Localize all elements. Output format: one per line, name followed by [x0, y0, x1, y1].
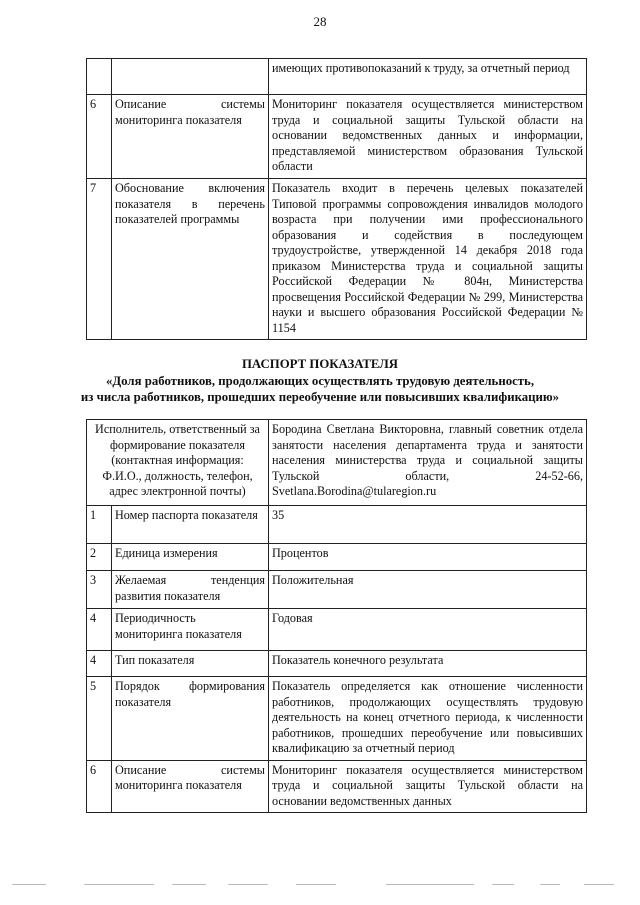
- row-number: 2: [87, 544, 112, 571]
- row-label: Тип показателя: [112, 651, 269, 677]
- row-number: 7: [87, 179, 112, 340]
- table-row: [87, 506, 587, 544]
- row-number: 6: [87, 760, 112, 813]
- passport-subheading-line2: из числа работников, прошедших переобучение или повысивших квалификацию»: [80, 390, 560, 404]
- table-row: [87, 609, 587, 651]
- table-row: [87, 95, 587, 179]
- row-label: Описание системы мониторинга показателя: [112, 95, 269, 179]
- table-row: [87, 651, 587, 677]
- row-number: 5: [87, 677, 112, 761]
- row-label: Единица измерения: [112, 544, 269, 571]
- row-value: Годовая: [269, 609, 587, 651]
- row-value: Процентов: [269, 544, 587, 571]
- row-value: имеющих противопоказаний к труду, за отчетный период: [269, 59, 587, 95]
- row-label: Описание системы мониторинга показателя: [112, 760, 269, 813]
- table-row: [87, 571, 587, 609]
- row-value: Показатель конечного результата: [269, 651, 587, 677]
- scan-edge-artifact: [0, 884, 640, 888]
- row-label: Номер паспорта показателя: [112, 506, 269, 544]
- row-number: 6: [87, 95, 112, 179]
- row-number: [87, 59, 112, 95]
- passport-subheading-line1: «Доля работников, продолжающих осуществлять трудовую деятельность,: [105, 374, 535, 388]
- table-row: [87, 59, 587, 95]
- table-continued: [86, 58, 587, 340]
- row-label: Порядок формирования показателя: [112, 677, 269, 761]
- row-number: 4: [87, 609, 112, 651]
- passport-table: [86, 419, 587, 813]
- table-row: [87, 544, 587, 571]
- row-label: Желаемая тенденция развития показателя: [112, 571, 269, 609]
- table-row: [87, 760, 587, 813]
- row-value: Мониторинг показателя осуществляется министерством труда и социальной защиты Тульской области на основании ведомственных данных и информации, представляемой министерством образования Тульской области: [269, 95, 587, 179]
- contact-row: [87, 420, 587, 506]
- row-value: Показатель входит в перечень целевых показателей Типовой программы сопровождения инвалидов молодого возраста при получении ими профессионального образования и содействия в последующем трудоустройстве, утвержденной 14 декабря 2018 года приказом Министерства труда и социальной защиты Российской Федерации № 804н, Министерства просвещения Российской Федерации № 299, Министерства науки и высшего образования Российской Федерации № 1154: [269, 179, 587, 340]
- table-row: [87, 677, 587, 761]
- page-number: 28: [313, 14, 327, 29]
- row-number: 3: [87, 571, 112, 609]
- row-value: Мониторинг показателя осуществляется министерством труда и социальной защиты Тульской области на основании ведомственных данных: [269, 760, 587, 813]
- table-row: [87, 179, 587, 340]
- row-label: Обоснование включения показателя в перечень показателей программы: [112, 179, 269, 340]
- row-value: 35: [269, 506, 587, 544]
- row-value: Показатель определяется как отношение численности работников, продолжающих осуществлять трудовую деятельность на конец отчетного периода, к численности работников, прошедших переобучение или повысивших квалификацию за отчетный период: [269, 677, 587, 761]
- row-number: 1: [87, 506, 112, 544]
- contact-value: Бородина Светлана Викторовна, главный советник отдела занятости населения департамента труда и занятости населения министерства труда и социальной защиты Тульской области, 24-52-66, Svetlana.Borodina@tularegion.ru: [269, 420, 587, 506]
- passport-heading: ПАСПОРТ ПОКАЗАТЕЛЯ: [241, 357, 399, 371]
- row-value: Положительная: [269, 571, 587, 609]
- row-label: [112, 59, 269, 95]
- contact-label: Исполнитель, ответственный за формирование показателя (контактная информация: Ф.И.О., должность, телефон, адрес электронной почты): [87, 420, 269, 506]
- row-number: 4: [87, 651, 112, 677]
- row-label: Периодичность мониторинга показателя: [112, 609, 269, 651]
